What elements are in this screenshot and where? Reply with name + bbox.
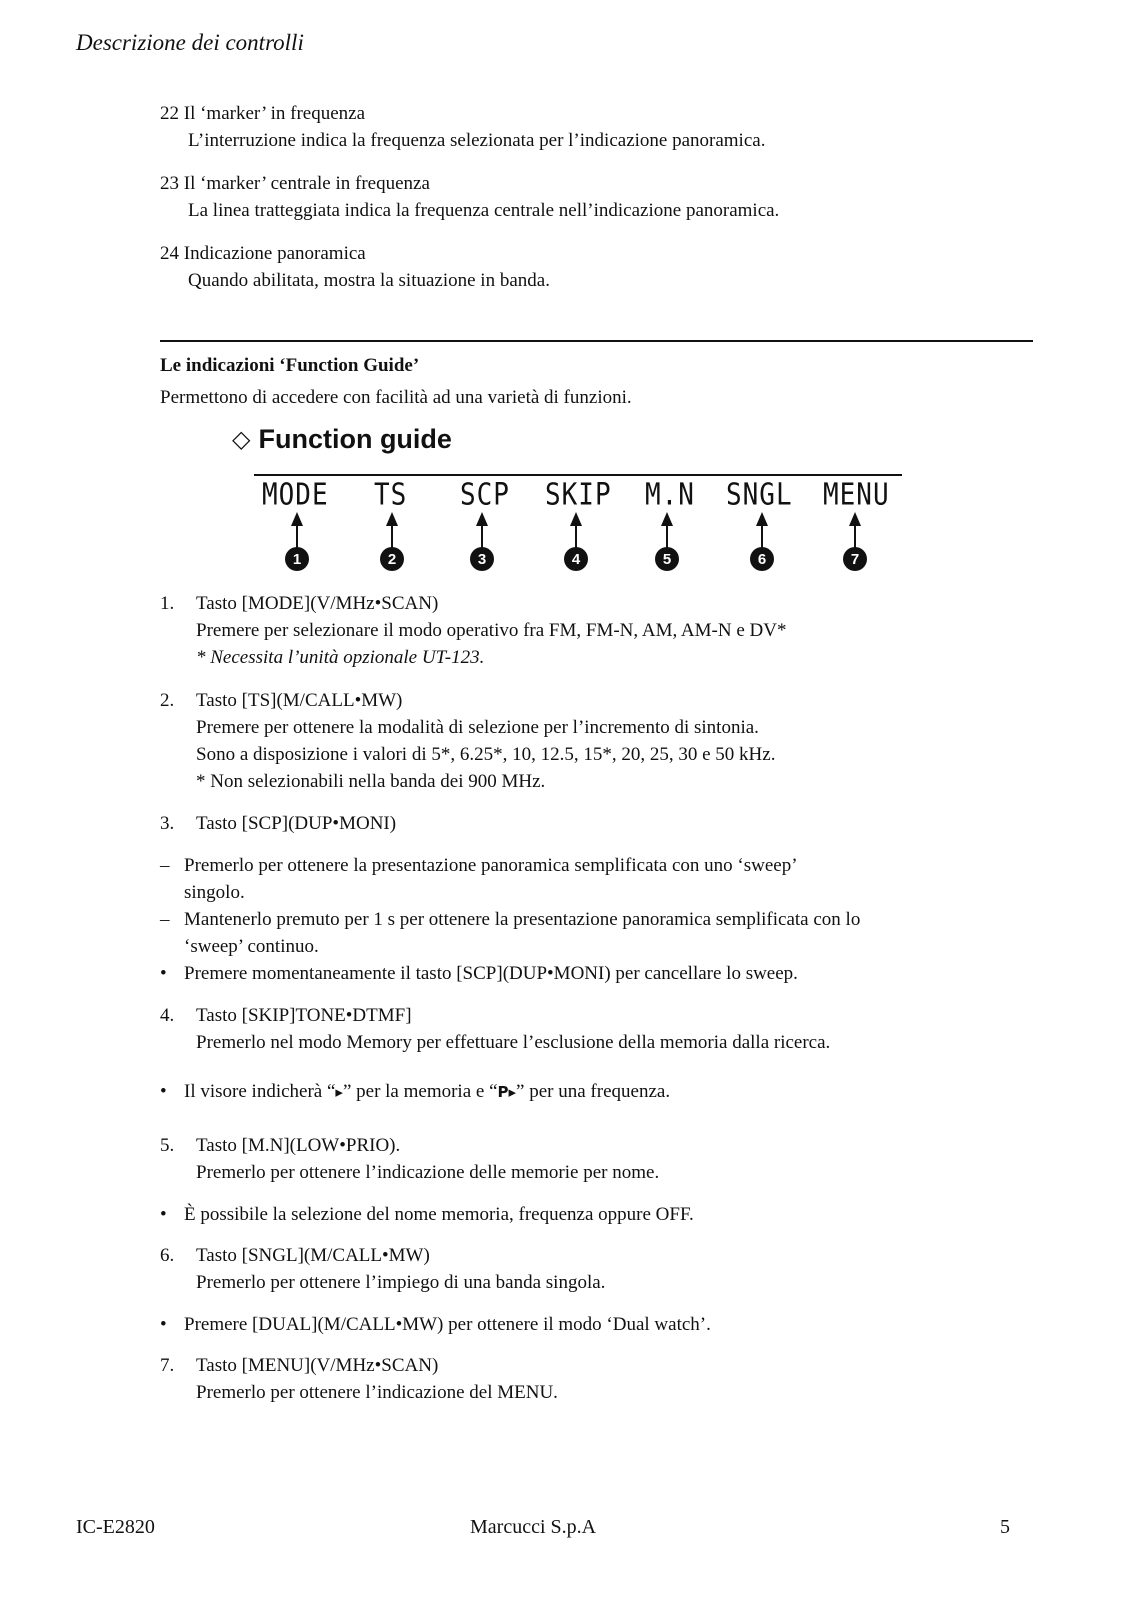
bullet-marker: • <box>160 1081 167 1102</box>
footer-model: IC-E2820 <box>76 1516 155 1538</box>
section-description: Permettono di accedere con facilità ad una varietà di funzioni. <box>160 387 632 408</box>
item-text: Quando abilitata, mostra la situazione in banda. <box>188 270 550 291</box>
item-number: 6. <box>160 1245 175 1266</box>
bullet-item <box>160 1078 1020 1106</box>
quote-open: “ <box>489 1081 498 1102</box>
item-title: Tasto [SCP](DUP•MONI) <box>196 813 397 834</box>
item-number: 4. <box>160 1005 175 1026</box>
bullet-text: È possibile la selezione del nome memoria, frequenza oppure OFF. <box>184 1204 694 1225</box>
page-header-title: Descrizione dei controlli <box>76 30 304 55</box>
bullet-marker: • <box>160 1314 167 1335</box>
item-22 <box>160 100 765 154</box>
bullet-text: ‘sweep’ continuo. <box>184 936 319 957</box>
item-title: Tasto [SKIP]TONE•DTMF] <box>196 1005 412 1026</box>
item-number: 2. <box>160 690 175 711</box>
lcd-key-skip: SKIP <box>545 478 612 513</box>
item-note: * Necessita l’unità opzionale UT-123. <box>196 647 485 668</box>
quote-close: ” <box>342 1081 352 1102</box>
section-divider <box>160 340 1033 342</box>
item-line: Premere per selezionare il modo operativo fra FM, FM-N, AM, AM-N e DV* <box>196 620 787 641</box>
bullet-item <box>160 906 1020 960</box>
lcd-key-sngl: SNGL <box>726 478 793 513</box>
list-item-menu <box>160 1352 558 1406</box>
list-item-mn <box>160 1132 659 1186</box>
callout-4: 4 <box>564 547 588 571</box>
list-item-sngl <box>160 1242 605 1296</box>
callout-6: 6 <box>750 547 774 571</box>
lcd-key-menu: MENU <box>823 478 890 513</box>
p-letter: P <box>497 1083 509 1101</box>
bullet-marker: • <box>160 963 167 984</box>
footer-page-number: 5 <box>1000 1516 1010 1538</box>
item-title: Tasto [SNGL](M/CALL•MW) <box>196 1245 430 1266</box>
diamond-icon: ◇ <box>232 426 251 453</box>
quote-close: ” <box>516 1081 525 1102</box>
bullet-text: Premerlo per ottenere la presentazione panoramica semplificata con uno ‘sweep’ <box>184 855 798 876</box>
callout-1: 1 <box>285 547 309 571</box>
item-line: Premerlo per ottenere l’indicazione delle memorie per nome. <box>196 1162 660 1183</box>
bullet-item <box>160 1201 1020 1228</box>
item-number: 5. <box>160 1135 175 1156</box>
item-24 <box>160 240 550 294</box>
lcd-key-mode: MODE <box>262 478 329 513</box>
item-title: Tasto [TS](M/CALL•MW) <box>196 690 403 711</box>
lcd-key-ts: TS <box>374 478 408 513</box>
item-line: Premerlo per ottenere l’impiego di una banda singola. <box>196 1272 606 1293</box>
item-line: Sono a disposizione i valori di 5*, 6.25*, 10, 12.5, 15*, 20, 25, 30 e 50 kHz. <box>196 744 776 765</box>
callout-2: 2 <box>380 547 404 571</box>
list-item-scp <box>160 810 396 837</box>
item-title: Tasto [M.N](LOW•PRIO). <box>196 1135 401 1156</box>
item-line: * Non selezionabili nella banda dei 900 MHz. <box>196 771 546 792</box>
item-heading: 22 Il ‘marker’ in frequenza <box>160 103 366 124</box>
bullet-text: singolo. <box>184 882 245 903</box>
footer-company: Marcucci S.p.A <box>470 1516 597 1538</box>
function-guide-label: Function guide <box>258 424 452 454</box>
item-text: La linea tratteggiata indica la frequenza centrale nell’indicazione panoramica. <box>188 200 780 221</box>
dash-marker: – <box>160 909 170 930</box>
item-number: 7. <box>160 1355 175 1376</box>
skip-mark-icon: ▸ <box>508 1083 517 1101</box>
item-line: Premere per ottenere la modalità di selezione per l’incremento di sintonia. <box>196 717 759 738</box>
item-title: Tasto [MODE](V/MHz•SCAN) <box>196 593 439 614</box>
section-title: Le indicazioni ‘Function Guide’ <box>160 355 420 376</box>
bullet-item <box>160 1311 1020 1338</box>
item-number: 3. <box>160 813 175 834</box>
callout-5: 5 <box>655 547 679 571</box>
bullet-text: Il visore indicherà <box>184 1081 327 1102</box>
item-23 <box>160 170 779 224</box>
list-item-mode <box>160 590 786 671</box>
list-item-ts <box>160 687 775 795</box>
function-guide-title <box>232 424 452 455</box>
item-heading: 23 Il ‘marker’ centrale in frequenza <box>160 173 430 194</box>
bullet-item <box>160 960 1020 987</box>
item-line: Premerlo nel modo Memory per effettuare l’esclusione della memoria dalla ricerca. <box>196 1032 831 1053</box>
bullet-text: Premere momentaneamente il tasto [SCP](DUP•MONI) per cancellare lo sweep. <box>184 963 798 984</box>
dash-marker: – <box>160 855 170 876</box>
bullet-text: per una frequenza. <box>524 1081 671 1102</box>
item-title: Tasto [MENU](V/MHz•SCAN) <box>196 1355 439 1376</box>
item-text: L’interruzione indica la frequenza selezionata per l’indicazione panoramica. <box>188 130 766 151</box>
item-number: 1. <box>160 593 175 614</box>
bullet-text: Premere [DUAL](M/CALL•MW) per ottenere il modo ‘Dual watch’. <box>184 1314 711 1335</box>
bullet-text: Mantenerlo premuto per 1 s per ottenere la presentazione panoramica semplificata con lo <box>184 909 861 930</box>
callout-3: 3 <box>470 547 494 571</box>
bullet-text: per la memoria e <box>351 1081 490 1102</box>
item-heading: 24 Indicazione panoramica <box>160 243 366 264</box>
bullet-marker: • <box>160 1204 167 1225</box>
bullet-item <box>160 852 1020 906</box>
skip-mark-icon: ▸ <box>335 1083 343 1101</box>
callout-7: 7 <box>843 547 867 571</box>
lcd-top-line <box>254 474 902 476</box>
quote-open: “ <box>326 1081 336 1102</box>
list-item-skip <box>160 1002 830 1056</box>
item-line: Premerlo per ottenere l’indicazione del MENU. <box>196 1382 558 1403</box>
lcd-key-scp: SCP <box>460 478 510 513</box>
lcd-key-mn: M.N <box>645 478 695 513</box>
